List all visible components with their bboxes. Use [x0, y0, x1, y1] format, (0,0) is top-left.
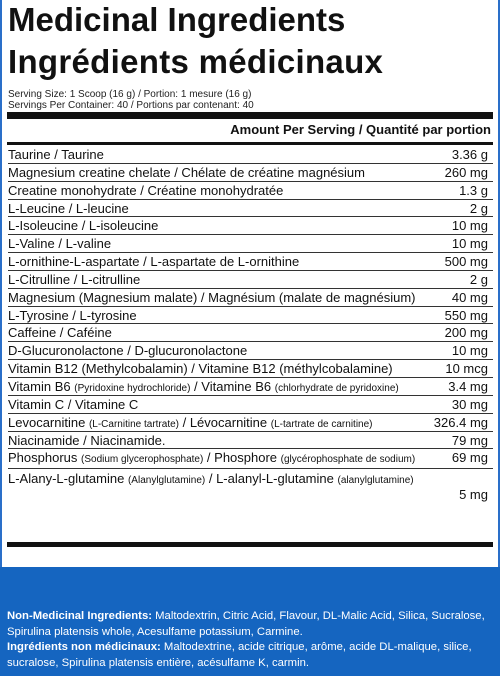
ingredient-amount: 260 mg	[444, 164, 488, 180]
ingredient-amount: 69 mg	[451, 450, 488, 466]
ingredient-label: Vitamin B12 (Methylcobalamin) / Vitamine B12 (méthylcobalamine)	[8, 361, 393, 377]
ingredient-label: L-Leucine / L-leucine	[8, 200, 129, 216]
ingredient-amount: 1.3 g	[459, 182, 488, 198]
serving-size: Serving Size: 1 Scoop (16 g) / Portion: 1 mesure (16 g)	[8, 89, 252, 100]
header-divider	[7, 142, 493, 145]
amount-per-serving-heading: Amount Per Serving / Quantité par portion	[230, 122, 491, 137]
ingredient-amount: 30 mg	[451, 396, 488, 412]
ingredient-amount: 500 mg	[444, 254, 488, 270]
ingredient-label: Creatine monohydrate / Créatine monohydratée	[8, 182, 284, 198]
ingredient-amount: 5 mg	[459, 487, 488, 503]
servings-per-container: Servings Per Container: 40 / Portions par contenant: 40	[8, 100, 254, 111]
non-medicinal-french: Ingrédients non médicinaux: Maltodextrine, acide citrique, arôme, acide DL-malique, silice, sucralose, Spirulina platensis entière, acésulfame K, carmin.	[7, 641, 472, 669]
ingredient-list	[8, 146, 493, 507]
ingredient-label: Phosphorus (Sodium glycerophosphate) / Phosphore (glycérophosphate de sodium)	[8, 450, 416, 466]
ingredient-amount: 10 mcg	[445, 361, 488, 377]
ingredient-amount: 3.36 g	[451, 147, 488, 162]
ingredient-label: Niacinamide / Niacinamide.	[8, 432, 166, 448]
ingredient-label: L-Tyrosine / L-tyrosine	[8, 307, 137, 323]
ingredient-label: Vitamin B6 (Pyridoxine hydrochloride) / Vitamine B6 (chlorhydrate de pyridoxine)	[8, 378, 399, 394]
ingredient-amount: 10 mg	[451, 343, 488, 359]
ingredient-label: L-Valine / L-valine	[8, 236, 112, 252]
ingredient-label: L-ornithine-L-aspartate / L-aspartate de L-ornithine	[8, 254, 300, 270]
ingredient-label: D-Glucuronolactone / D-glucuronolactone	[8, 343, 248, 359]
ingredient-label: Taurine / Taurine	[8, 147, 104, 162]
ingredient-label: L-Citrulline / L-citrulline	[8, 271, 141, 287]
title-english: Medicinal Ingredients	[8, 1, 346, 38]
ingredient-label: Magnesium creatine chelate / Chélate de créatine magnésium	[8, 164, 365, 180]
ingredient-label: Caffeine / Caféine	[8, 325, 112, 341]
ingredient-label: L-Isoleucine / L-isoleucine	[8, 218, 159, 234]
ingredient-amount: 2 g	[469, 200, 488, 216]
ingredient-amount: 10 mg	[451, 236, 488, 252]
non-medicinal-english: Non-Medicinal Ingredients: Maltodextrin, Citric Acid, Flavour, DL-Malic Acid, Silica, Sucralose, Spirulina platensis whole, Acesulfame potassium, Carmine.	[7, 610, 485, 638]
ingredient-label: Levocarnitine (L-Carnitine tartrate) / Lévocarnitine (L-tartrate de carnitine)	[8, 414, 373, 430]
ingredient-amount: 2 g	[469, 271, 488, 287]
ingredient-amount: 3.4 mg	[448, 378, 488, 394]
ingredient-amount: 550 mg	[444, 307, 488, 323]
bottom-divider	[7, 542, 493, 547]
ingredient-amount: 10 mg	[451, 218, 488, 234]
non-medicinal-ingredients	[7, 609, 493, 671]
ingredient-label: Vitamin C / Vitamine C	[8, 396, 139, 412]
ingredient-amount: 40 mg	[451, 289, 488, 305]
thick-divider	[7, 112, 493, 119]
title-french: Ingrédients médicinaux	[8, 43, 384, 80]
ingredient-label: L-Alany-L-glutamine (Alanylglutamine) / L-alanyl-L-glutamine (alanylglutamine)	[8, 471, 414, 487]
ingredient-amount: 200 mg	[444, 325, 488, 341]
ingredient-label: Magnesium (Magnesium malate) / Magnésium (malate de magnésium)	[8, 289, 416, 305]
ingredient-amount: 79 mg	[451, 432, 488, 448]
ingredient-amount: 326.4 mg	[433, 414, 488, 430]
